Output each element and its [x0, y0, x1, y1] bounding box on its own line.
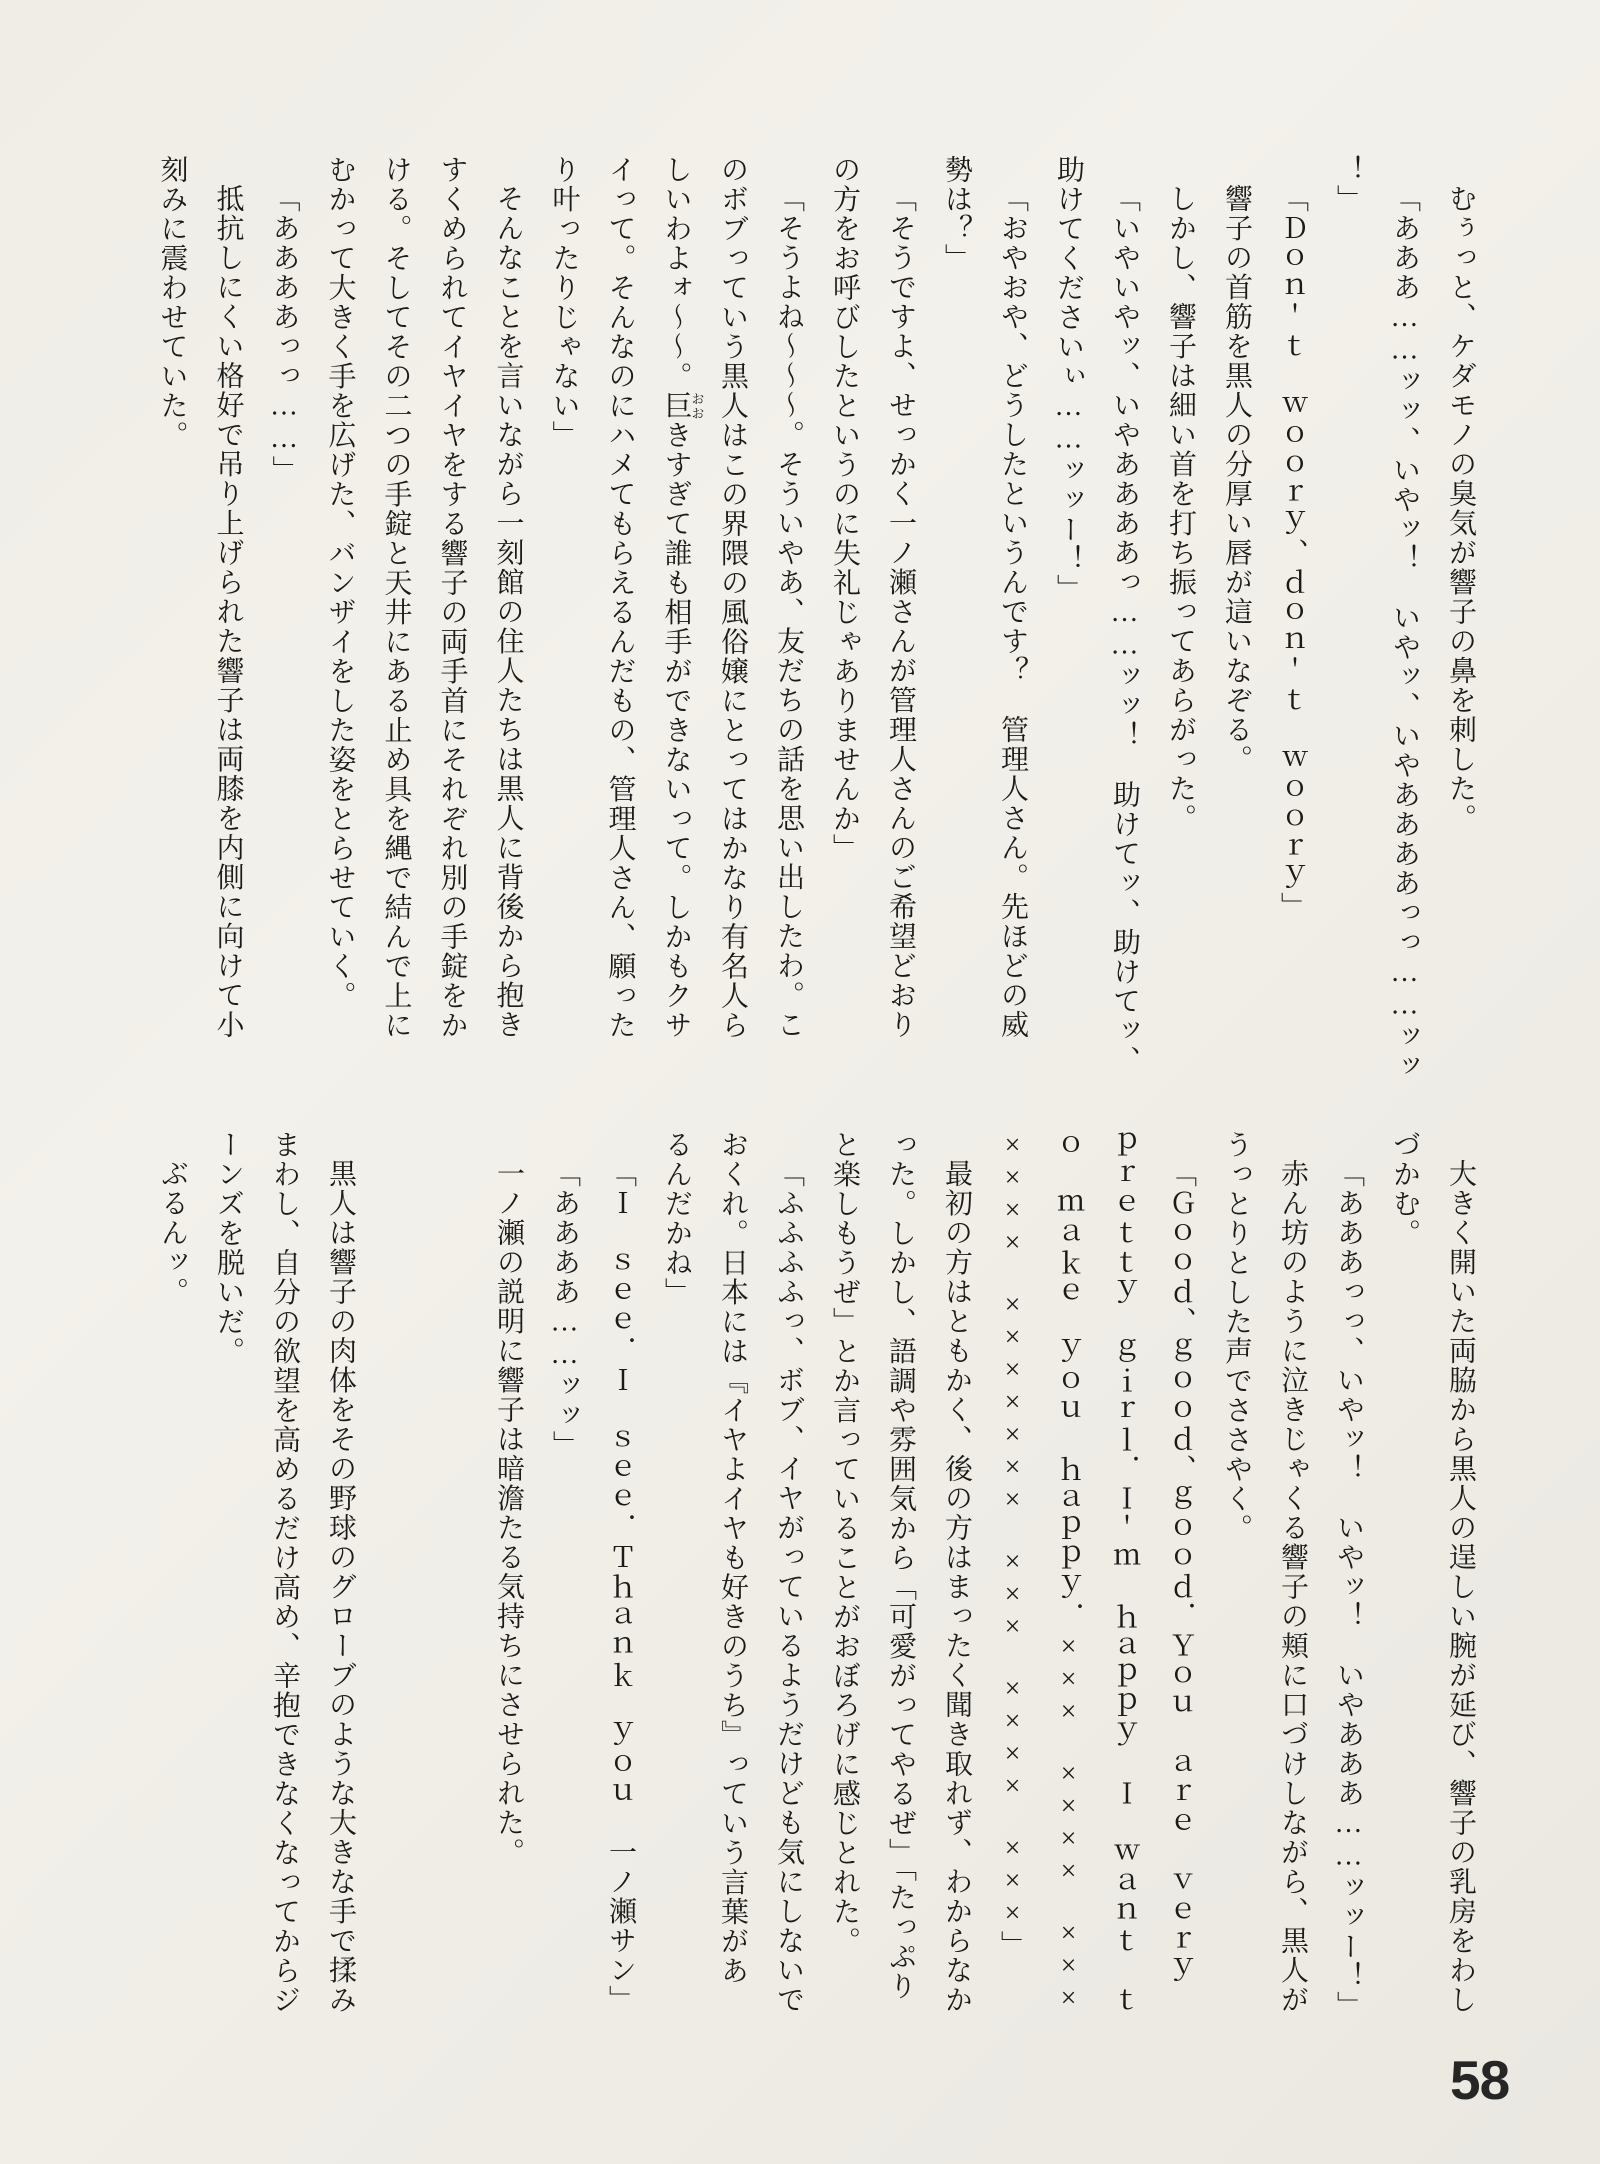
text-line: ｐｒｅｔｔｙ ｇｉｒｌ．Ｉ＇ｍ ｈａｐｐｙ Ｉ ｗａｎｔ ｔ — [1109, 1130, 1140, 2015]
text-line: ーンズを脱いだ。 — [213, 1130, 244, 1366]
text-line: のボブっていう黒人はこの界隈の風俗嬢にとってはかなり有名人ら — [717, 155, 748, 1040]
text-line: 「Ｉ ｓｅｅ．Ｉ ｓｅｅ．Ｔｈａｎｋ ｙｏｕ 一ノ瀬サン」 — [605, 1159, 636, 2015]
text-line: 刻みに震わせていた。 — [156, 155, 188, 450]
bottom-text-block — [144, 1130, 1488, 2021]
top-text-block — [144, 155, 1489, 1081]
text-line: の方をお呼びしたというのに失礼じゃありませんか」 — [829, 155, 860, 863]
text-line: り叶ったりじゃない」 — [548, 155, 580, 450]
text-line: るんだかね」 — [661, 1130, 692, 1307]
ruby-post-text: きすぎて誰も相手ができないって。しかもクサ — [660, 420, 692, 1040]
text-line: おくれ。日本には『イヤよイヤも好きのうち』っていう言葉があ — [717, 1130, 748, 1986]
text-line: イって。そんなのにハメてもらえるんだもの、管理人さん、願った — [604, 155, 636, 1040]
text-line: 「おやおや、どうしたというんです？ 管理人さん。先ほどの威 — [997, 184, 1028, 1040]
text-line: しかし、響子は細い首を打ち振ってあらがった。 — [1165, 184, 1196, 833]
text-line: ｏ ｍａｋｅ ｙｏｕ ｈａｐｐｙ．××× ×××× ××× — [1053, 1130, 1084, 2016]
text-line: ける。そしてその二つの手錠と天井にある止め具を縄で結んで上に — [380, 155, 412, 1040]
ruby-furigana: おお — [689, 391, 705, 421]
text-line: づかむ。 — [1389, 1130, 1420, 1248]
text-line: 「そうよね～～～。そういやあ、友だちの話を思い出したわ。こ — [773, 184, 804, 1040]
text-line: 赤ん坊のように泣きじゃくる響子の頬に口づけしながら、黒人が — [1277, 1159, 1308, 2015]
text-line: 「ふふふふっ、ボブ、イヤがっているようだけども気にしないで — [773, 1159, 804, 2015]
text-line: むかって大きく手を広げた、バンザイをした姿をとらせていく。 — [324, 155, 356, 1011]
text-line: 一ノ瀬の説明に響子は暗澹たる気持ちにさせられた。 — [493, 1159, 524, 1867]
text-line: 勢は？」 — [941, 155, 972, 273]
paragraph-gap — [368, 1130, 480, 2012]
text-line: と楽しもうぜ」とか言っていることがおぼろげに感じとれた。 — [829, 1130, 860, 1956]
text-line: 「ああああっっ……」 — [268, 184, 300, 485]
text-line: まわし、自分の欲望を高めるだけ高め、辛抱できなくなってからジ — [269, 1130, 300, 2015]
text-line: 助けてくださいぃ……ッッー！」 — [1053, 155, 1084, 604]
text-line: った。しかし、語調や雰囲気から「可愛がってやるぜ」「たっぷり — [885, 1130, 916, 2001]
text-line: 「Ｄｏｎ＇ｔ ｗｏｏｒｙ、ｄｏｎ＇ｔ ｗｏｏｒｙ」 — [1277, 184, 1308, 922]
text-line-with-furigana — [648, 155, 705, 1073]
ruby-base: 巨 — [660, 391, 692, 421]
text-line: 大きく開いた両脇から黒人の逞しい腕が延び、響子の乳房をわし — [1445, 1159, 1476, 2015]
text-line: 黒人は響子の肉体をその野球のグローブのような大きな手で揉み — [325, 1159, 356, 2015]
text-line: ぶるんッ。 — [157, 1159, 188, 1307]
ruby-pre-text: しいわよォ～～。 — [660, 155, 692, 391]
text-line: 「Ｇｏｏｄ、ｇｏｏｄ、ｇｏｏｄ．Ｙｏｕ ａｒｅ ｖｅｒｙ — [1165, 1159, 1196, 1985]
text-line: 「いやいやッ、いやああああっ……ッッ！ 助けてッ、助けてッ、 — [1109, 184, 1140, 1075]
text-line: うっとりとした声でささやく。 — [1221, 1130, 1252, 1543]
text-line: 「あああ……ッッ、いやッ！ いやッ、いやああああっっ……ッッ — [1389, 184, 1420, 1081]
text-line: 「そうですよ、せっかく一ノ瀬さんが管理人さんのご希望どおり — [885, 184, 916, 1040]
text-line: すくめられてイヤイヤをする響子の両手首にそれぞれ別の手錠をか — [436, 155, 468, 1040]
text-line: 最初の方はともかく、後の方はまったく聞き取れず、わからなか — [941, 1159, 972, 2015]
text-line: 「ああああ……ッッ」 — [549, 1159, 580, 1460]
text-line: 抵抗しにくい格好で吊り上げられた響子は両膝を内側に向けて小 — [212, 184, 244, 1040]
page-number: 58 — [1450, 2049, 1510, 2111]
text-line: 「あああっっ、いやッ！ いやッ！ いやあああ……ッッー！」 — [1333, 1159, 1364, 2021]
text-line: ！」 — [1333, 155, 1364, 214]
text-line: むぅっと、ケダモノの臭気が響子の鼻を刺した。 — [1445, 184, 1476, 833]
text-line: ×××× ××××××× ××× ×××× ×××」 — [997, 1130, 1028, 1960]
text-line: 響子の首筋を黒人の分厚い唇が這いなぞる。 — [1221, 184, 1252, 774]
ruby-annotation — [660, 391, 705, 421]
text-line: そんなことを言いながら一刻館の住人たちは黒人に背後から抱き — [492, 184, 524, 1040]
